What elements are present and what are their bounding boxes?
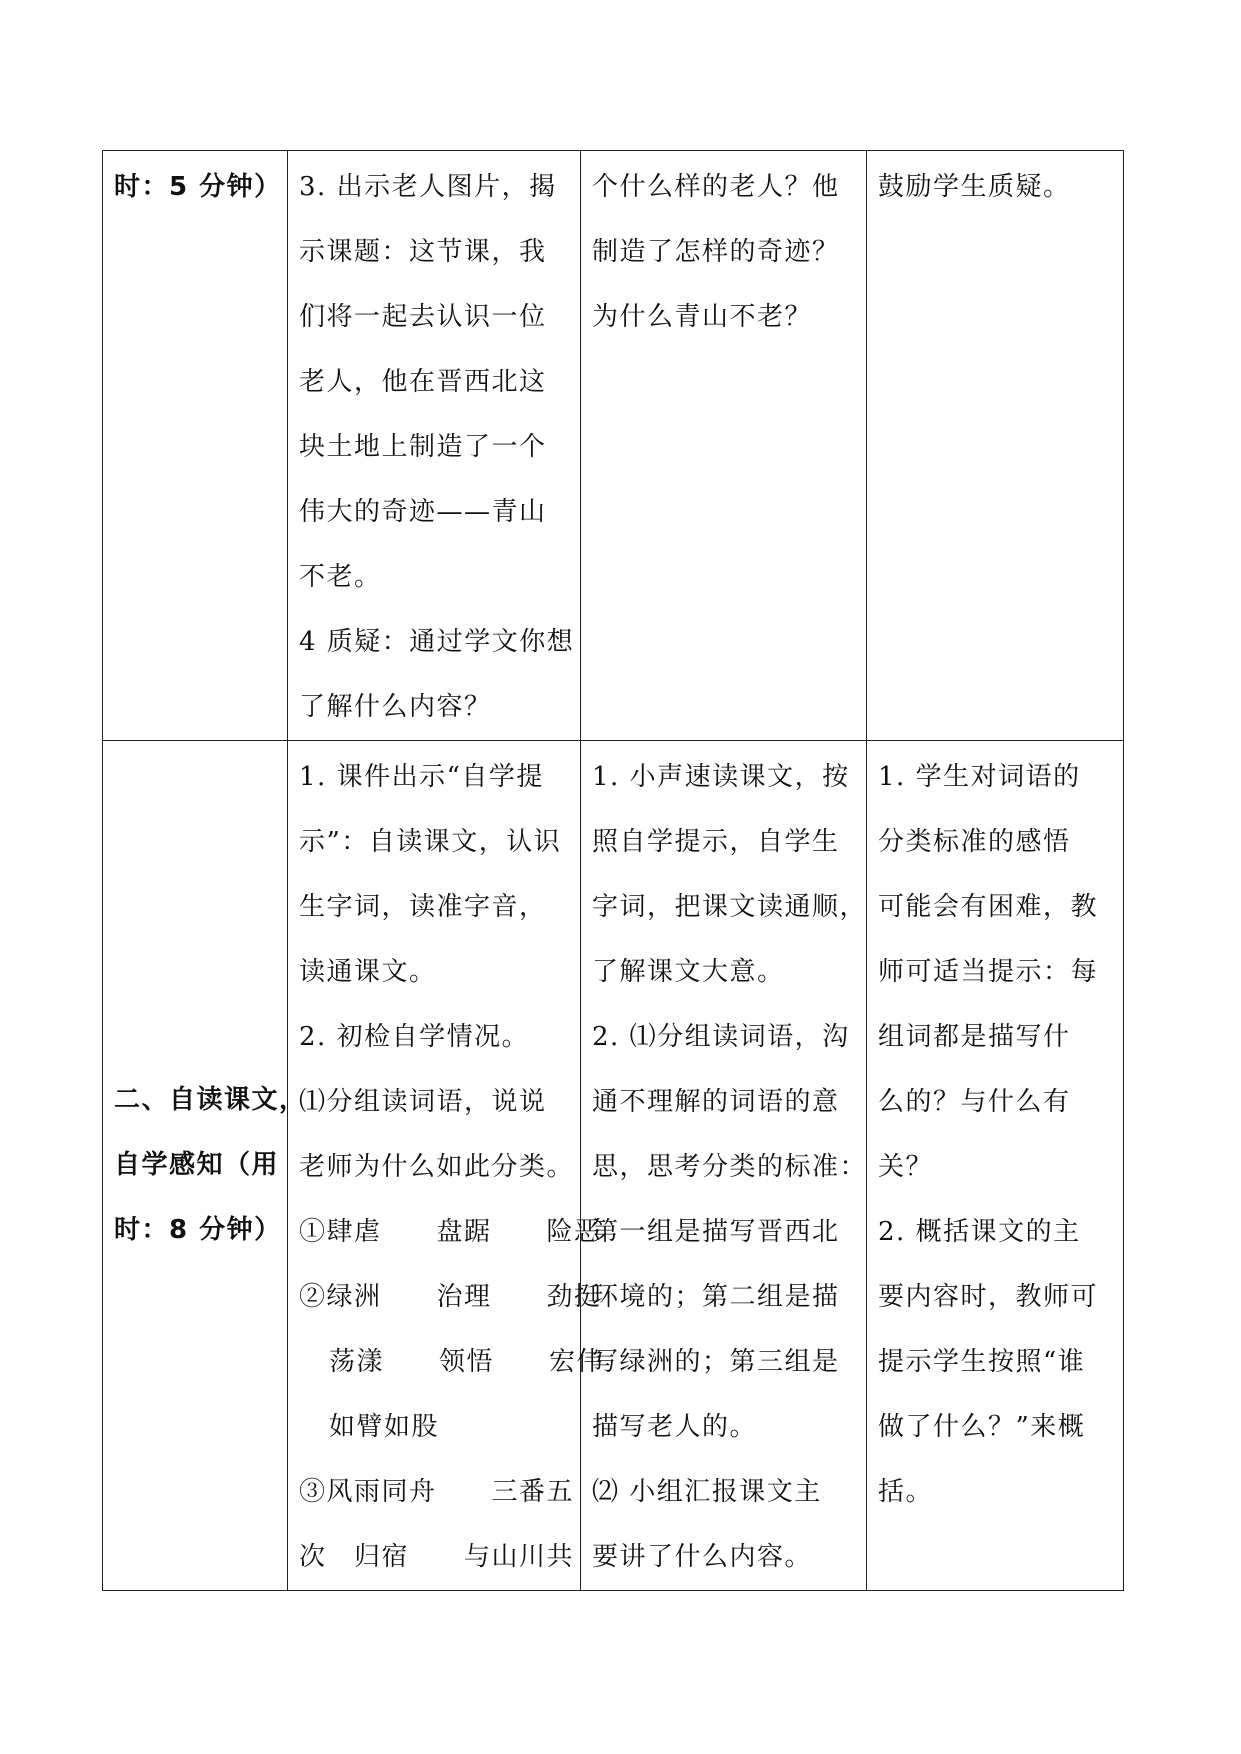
text-line: 做了什么？”来概: [878, 1412, 1086, 1442]
text-line: 制造了怎样的奇迹？: [592, 237, 840, 267]
text-line: 括。: [878, 1477, 934, 1507]
text-line: 描写老人的。: [592, 1412, 758, 1442]
text-line: 个什么样的老人？他: [592, 172, 840, 202]
text-line: 生字词，读准字音，: [299, 892, 547, 922]
table-row: [103, 741, 1124, 1591]
text-line: 1. 学生对词语的: [878, 762, 1081, 792]
text-line: 关？: [878, 1152, 934, 1182]
text-line: 示”：自读课文，认识: [299, 827, 562, 857]
student-activity-cell: [581, 151, 867, 741]
text-line: 块土地上制造了一个: [299, 432, 547, 462]
lesson-plan-table: [102, 150, 1124, 1591]
text-line: ①肆虐 盘踞 险恶: [299, 1217, 602, 1247]
text-line: 们将一起去认识一位: [299, 302, 547, 332]
text-line: 1. 课件出示“自学提: [299, 762, 544, 792]
teacher-activity-cell: [288, 151, 581, 741]
text-line: 为什么青山不老？: [592, 302, 813, 332]
stage-cell: [103, 741, 307, 1591]
text-line: 伟大的奇迹——青山: [299, 497, 547, 527]
text-line: 示课题：这节课，我: [299, 237, 547, 267]
text-line: 师可适当提示：每: [878, 957, 1099, 987]
text-line: 时：8 分钟）: [114, 1215, 282, 1245]
text-line: ⑴分组读词语，说说: [299, 1087, 547, 1117]
text-line: 思，思考分类的标准：: [592, 1152, 868, 1182]
text-line: 环境的；第二组是描: [592, 1282, 840, 1312]
text-line: 么的？与什么有: [878, 1087, 1071, 1117]
text-line: ②绿洲 治理 劲挺: [299, 1282, 602, 1312]
stage-cell: [103, 151, 288, 741]
text-line: 4 质疑：通过学文你想: [299, 627, 575, 657]
text-line: 了解课文大意。: [592, 957, 785, 987]
text-line: 要讲了什么内容。: [592, 1542, 813, 1572]
notes-cell: [867, 741, 1124, 1591]
student-activity-cell: [581, 741, 867, 1591]
text-line: 荡漾 领悟 宏伟: [329, 1347, 605, 1377]
text-line: 了解什么内容？: [299, 692, 492, 722]
text-line: 老师为什么如此分类。: [299, 1152, 575, 1182]
text-line: 鼓励学生质疑。: [878, 172, 1071, 202]
text-line: 二、自读课文，: [114, 1085, 307, 1115]
text-line: 2. ⑴分组读词语，沟: [592, 1022, 850, 1052]
text-line: 可能会有困难，教: [878, 892, 1099, 922]
text-line: 2. 初检自学情况。: [299, 1022, 530, 1052]
text-line: ⑵ 小组汇报课文主: [592, 1477, 822, 1507]
text-line: 组词都是描写什: [878, 1022, 1071, 1052]
text-line: 写绿洲的；第三组是: [592, 1347, 840, 1377]
text-line: 分类标准的感悟: [878, 827, 1071, 857]
text-line: 如臂如股: [329, 1412, 440, 1442]
text-line: 2. 概括课文的主: [878, 1217, 1081, 1247]
text-line: 3. 出示老人图片，揭: [299, 172, 557, 202]
text-line: 通不理解的词语的意: [592, 1087, 840, 1117]
text-line: 第一组是描写晋西北: [592, 1217, 840, 1247]
text-line: 老人，他在晋西北这: [299, 367, 547, 397]
text-line: 1. 小声速读课文，按: [592, 762, 850, 792]
table-row: [103, 151, 1124, 741]
text-line: 字词，把课文读通顺，: [592, 892, 868, 922]
notes-cell: [867, 151, 1124, 741]
text-line: 次 归宿 与山川共: [299, 1542, 575, 1572]
text-line: 时：5 分钟）: [114, 172, 282, 202]
text-line: 照自学提示，自学生: [592, 827, 840, 857]
text-line: 读通课文。: [299, 957, 437, 987]
text-line: ③风雨同舟 三番五: [299, 1477, 575, 1507]
text-line: 提示学生按照“谁: [878, 1347, 1086, 1377]
text-line: 不老。: [299, 562, 382, 592]
teacher-activity-cell: [288, 741, 605, 1591]
text-line: 要内容时，教师可: [878, 1282, 1099, 1312]
text-line: 自学感知（用: [114, 1150, 280, 1180]
